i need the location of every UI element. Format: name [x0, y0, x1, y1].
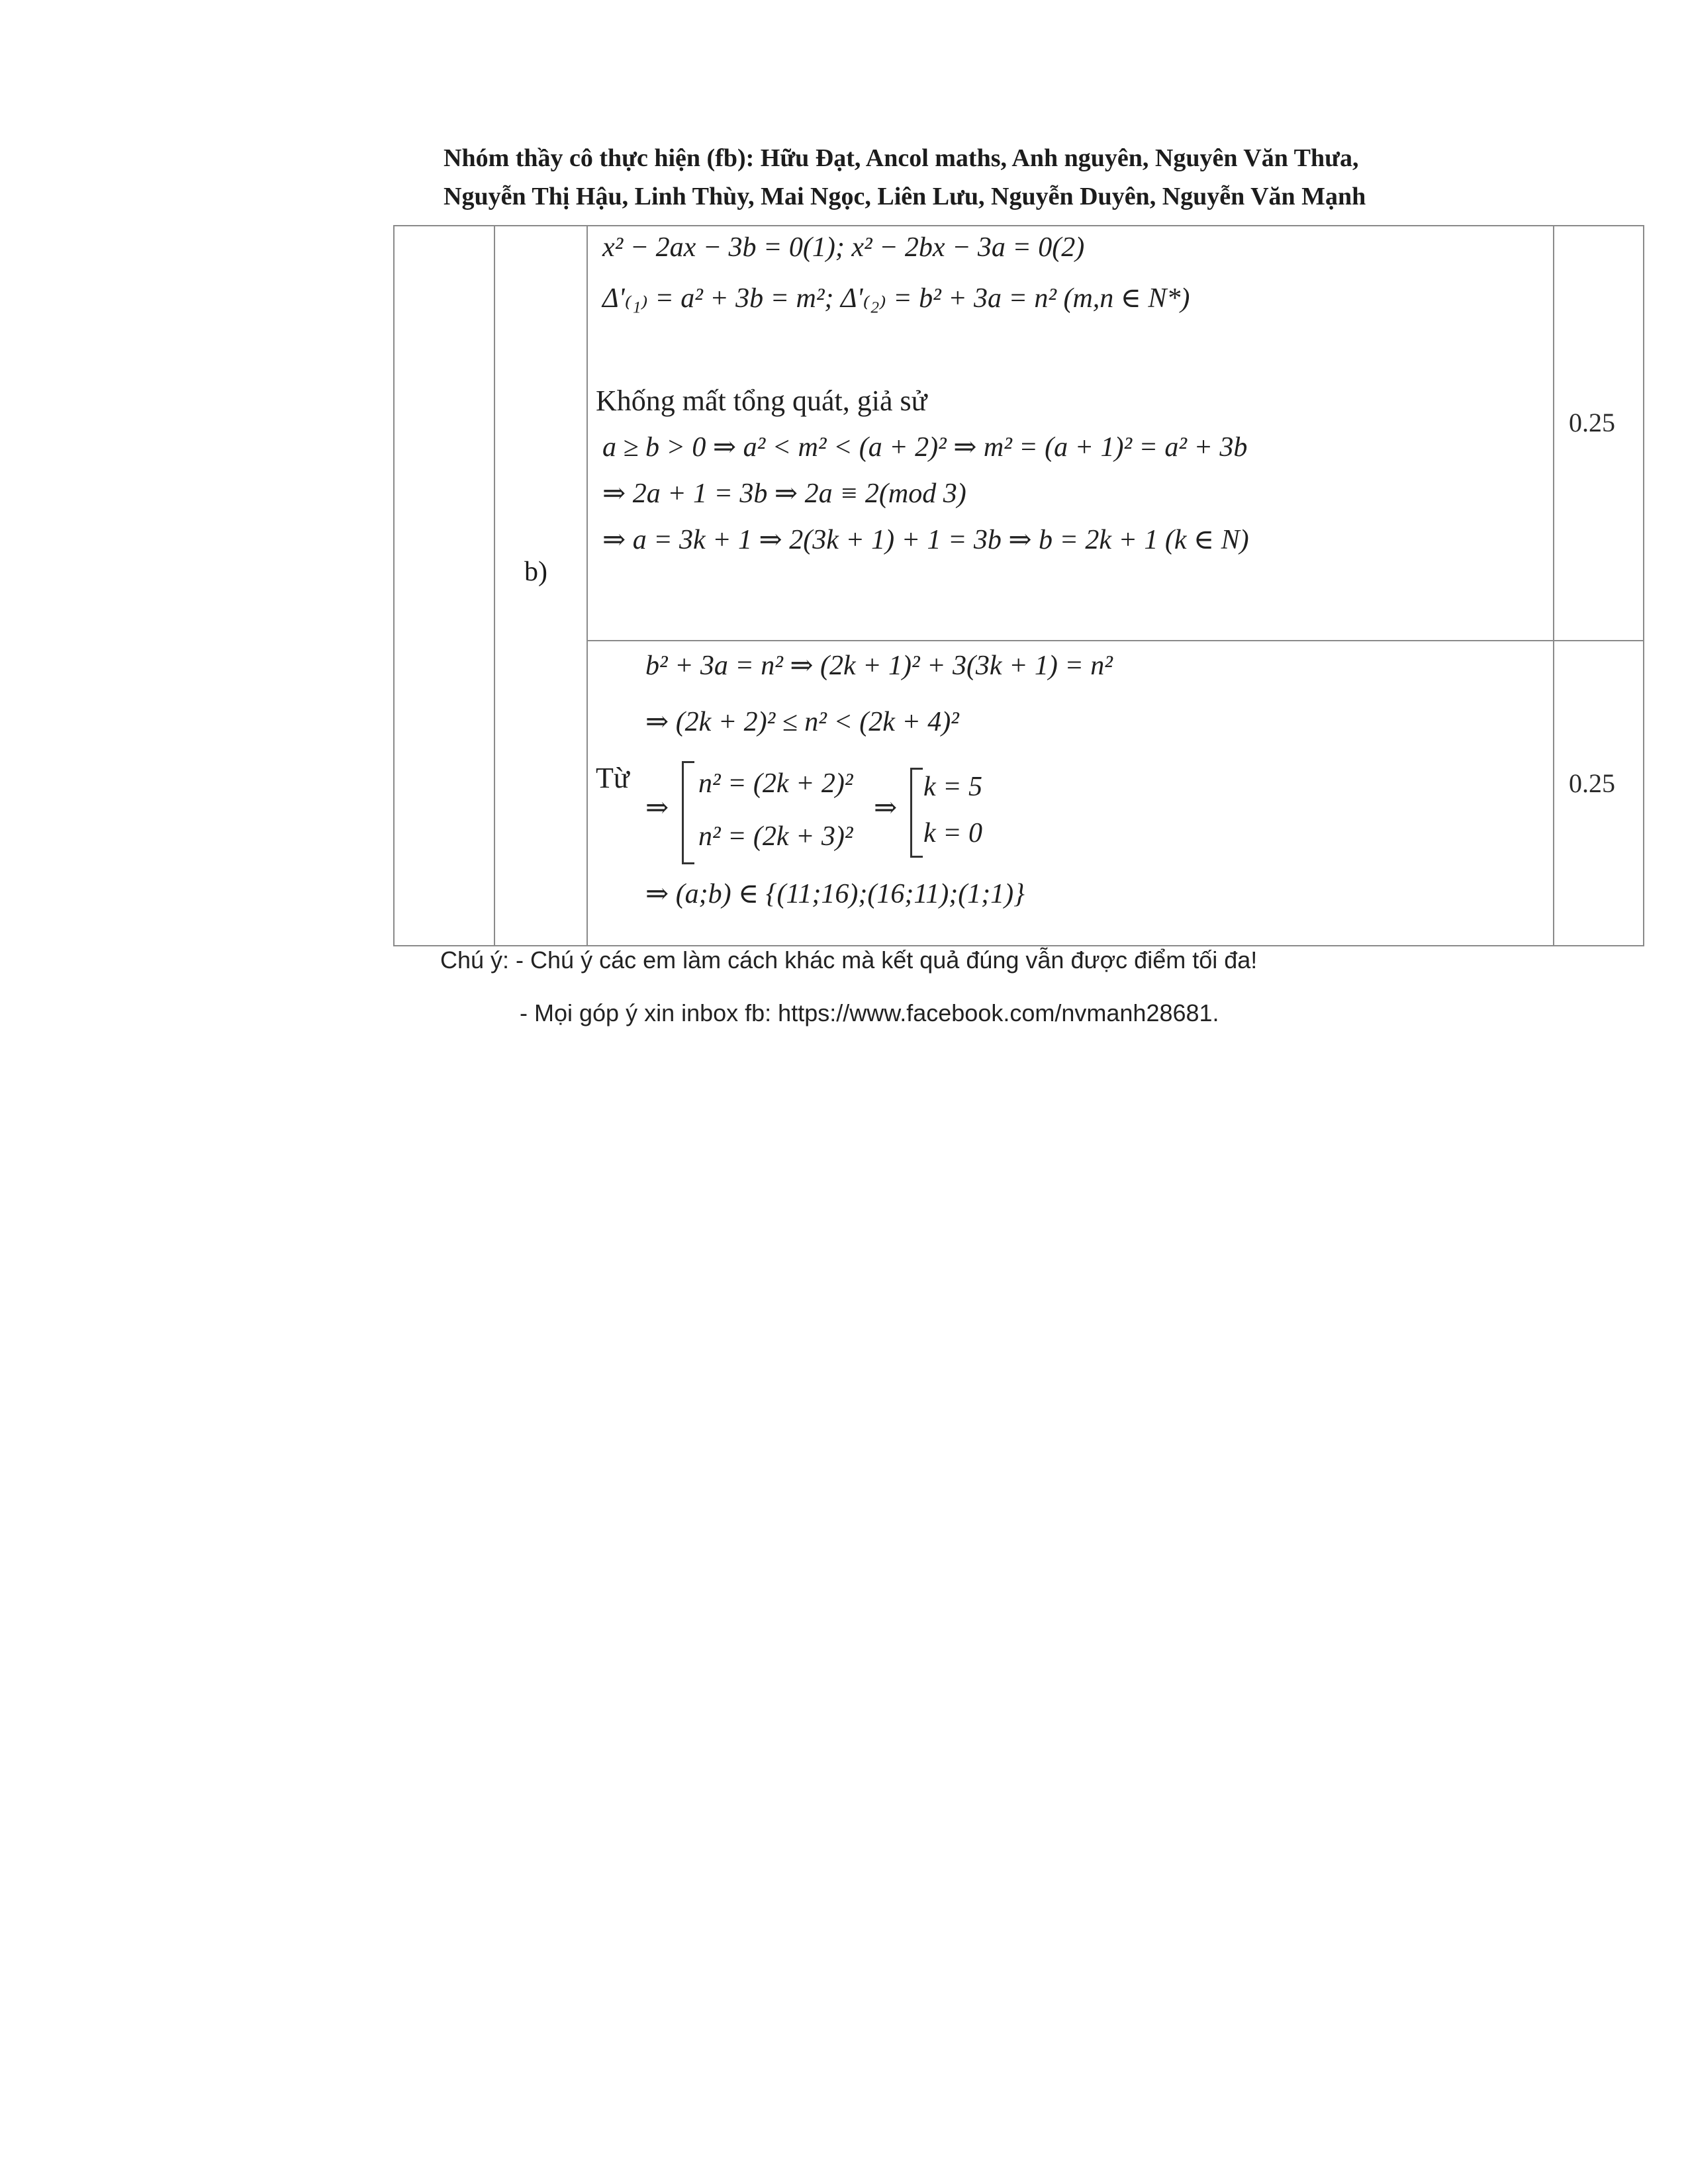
note-2: - Mọi góp ý xin inbox fb: https://www.facebook.com/nvmanh28681. — [520, 999, 1219, 1026]
note-1: Chú ý: - Chú ý các em làm cách khác mà kết quả đúng vẫn được điểm tối đa! — [440, 946, 1258, 974]
column-divider-2 — [586, 226, 588, 945]
row2-equation-2: ⇒ (2k + 2)² ≤ n² < (2k + 4)² — [645, 707, 959, 737]
row2-arrow-1: ⇒ — [645, 793, 669, 823]
part-label: b) — [524, 557, 547, 587]
row2-equation-final: ⇒ (a;b) ∈ {(11;16);(16;11);(1;1)} — [645, 879, 1025, 909]
row1-score: 0.25 — [1569, 408, 1615, 437]
row1-equation-3: a ≥ b > 0 ⇒ a² < m² < (a + 2)² ⇒ m² = (a + 1)² = a² + 3b — [602, 432, 1248, 463]
row1-equation-1: x² − 2ax − 3b = 0(1); x² − 2bx − 3a = 0(2) — [602, 232, 1085, 263]
row1-equation-5: ⇒ a = 3k + 1 ⇒ 2(3k + 1) + 1 = 3b ⇒ b = 2k + 1 (k ∈ N) — [602, 525, 1249, 555]
cases-bracket-1 — [682, 761, 694, 864]
header-line-1: Nhóm thầy cô thực hiện (fb): Hữu Đạt, Ancol maths, Anh nguyên, Nguyên Văn Thưa, — [444, 144, 1359, 172]
row2-case-1: n² = (2k + 2)² — [698, 768, 853, 799]
row2-equation-1: b² + 3a = n² ⇒ (2k + 1)² + 3(3k + 1) = n² — [645, 651, 1113, 681]
answer-table — [393, 225, 1644, 946]
document-header — [444, 139, 1503, 216]
row-divider — [586, 640, 1643, 641]
row2-case-2: n² = (2k + 3)² — [698, 821, 853, 852]
column-divider-3 — [1553, 226, 1554, 945]
row2-k-1: k = 5 — [923, 772, 982, 802]
cases-bracket-2 — [910, 768, 923, 858]
row2-k-2: k = 0 — [923, 818, 982, 848]
row1-equation-4: ⇒ 2a + 1 = 3b ⇒ 2a ≡ 2(mod 3) — [602, 478, 966, 509]
row1-text: Khống mất tổng quát, giả sử — [596, 385, 927, 417]
row2-tu-label: Từ — [596, 762, 630, 794]
header-line-2: Nguyễn Thị Hậu, Linh Thùy, Mai Ngọc, Liên Lưu, Nguyễn Duyên, Nguyễn Văn Mạnh — [444, 183, 1366, 210]
row2-arrow-2: ⇒ — [874, 793, 898, 823]
row1-equation-2: Δ'₍₁₎ = a² + 3b = m²; Δ'₍₂₎ = b² + 3a = n² (m,n ∈ N*) — [602, 283, 1190, 314]
row2-score: 0.25 — [1569, 768, 1615, 798]
column-divider-1 — [494, 226, 495, 945]
